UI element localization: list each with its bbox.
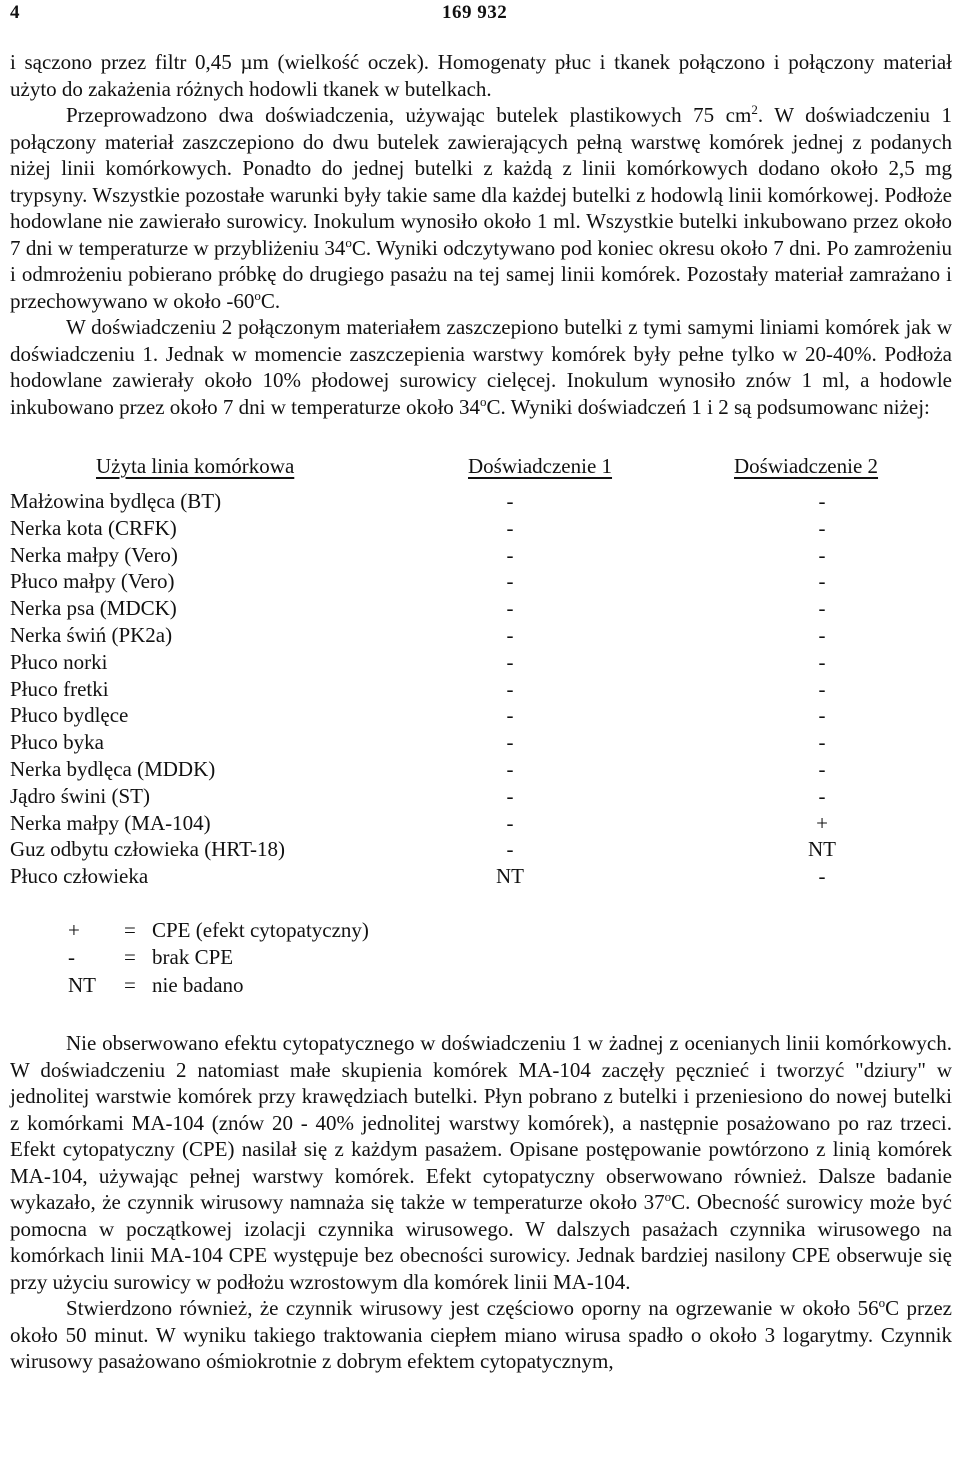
table-row [10, 488, 952, 515]
legend-item [10, 917, 952, 945]
cell-experiment-1: - [506, 730, 514, 755]
cell-cell-line: Płuco bydlęce [10, 703, 129, 728]
cell-experiment-2: - [818, 596, 826, 621]
results-table-header [10, 454, 952, 488]
cell-experiment-1: - [506, 756, 514, 781]
cell-cell-line: Nerka bydlęca (MDDK) [10, 756, 216, 781]
cell-experiment-2: - [818, 542, 826, 567]
legend-item [10, 972, 952, 1000]
header-cell-experiment-1: Doświadczenie 1 [468, 454, 613, 478]
table-row [10, 542, 952, 569]
cell-cell-line: Małżowina bydlęca (BT) [10, 489, 222, 513]
cell-cell-line: Płuco człowieka [10, 864, 149, 889]
cell-experiment-1: NT [496, 864, 524, 889]
cell-cell-line: Nerka psa (MDCK) [10, 596, 177, 621]
legend-description: nie badano [152, 972, 244, 997]
table-row [10, 622, 952, 649]
cell-experiment-1: - [506, 676, 514, 701]
table-row [10, 863, 952, 890]
legend-description: CPE (efekt cytopatyczny) [152, 917, 369, 942]
page-header [10, 0, 952, 30]
header-cell-line: Użyta linia komórkowa [96, 454, 295, 478]
page-number: 4 [10, 2, 20, 23]
legend-equals: = [124, 917, 136, 942]
cell-experiment-2: - [818, 515, 826, 540]
table-row [10, 515, 952, 542]
cell-experiment-2: - [818, 649, 826, 674]
table-row [10, 783, 952, 810]
patent-number: 169 932 [442, 2, 508, 23]
table-row [10, 676, 952, 703]
legend-description: brak CPE [152, 945, 234, 970]
cell-experiment-1: - [506, 515, 514, 540]
cell-experiment-2: - [818, 730, 826, 755]
results-table-body [10, 488, 952, 890]
cell-experiment-1: - [506, 596, 514, 621]
paragraph-observations: Nie obserwowano efektu cytopatycznego w doświadczeniu 1 w żadnej z ocenianych linii komórkowych. W doświadczeniu 2 natomiast małe skupienia komórek MA-104 zaczęły pęcznieć i tworzyć "dziury" w jednolitej warstwie komórek przy krawędziach butelki. Płyn pobrano z butelki i przeniesiono do nowej butelki z komórkami MA-104 (znów 20 - 40% jednolitej warstwy komórek), a następnie posażowano po raz trzeci. Efekt cytopatyczny (CPE) nasilał się z każdym pasażem. Opisane postępowanie powtórzono z linią komórek MA-104, używając pełnej warstwy komórek. Efekt cytopatyczny obserwowano również. Dalsze badanie wykazało, że czynnik wirusowy namnaża się także w temperaturze około 37$^o$C. Obecność surowicy może być pomocna w początkowej izolacji czynnika wirusowego. W dalszych pasażach czynnika wirusowego na komórkach linii MA-104 CPE występuje bez obecności surowicy. Jednak bardziej nasilony CPE obserwuje się przy użyciu surowicy w podłożu wzrostowym dla komórek linii MA-104. [10, 1031, 952, 1294]
cell-experiment-2: + [816, 810, 828, 835]
cell-cell-line: Płuco byka [10, 730, 104, 755]
cell-experiment-2: NT [808, 837, 836, 862]
legend-equals: = [124, 945, 136, 970]
cell-cell-line: Płuco norki [10, 649, 108, 674]
table-row [10, 568, 952, 595]
table-row [10, 756, 952, 783]
header-cell-experiment-2: Doświadczenie 2 [734, 454, 879, 478]
cell-experiment-1: - [506, 783, 514, 808]
cell-experiment-1: - [506, 810, 514, 835]
document-page [10, 0, 952, 1375]
cell-experiment-2: - [818, 783, 826, 808]
cell-cell-line: Nerka świń (PK2a) [10, 622, 173, 647]
cell-experiment-2: - [818, 676, 826, 701]
table-row [10, 729, 952, 756]
legend-item [10, 944, 952, 972]
cell-experiment-1: - [506, 542, 514, 567]
legend-symbol: NT [68, 972, 96, 997]
paragraph-experiment-2: W doświadczeniu 2 połączonym materiałem zaszczepiono butelki z tymi samymi liniami komórek jak w doświadczeniu 1. Jednak w momencie zaszczepienia warstwy komórek były pełne tylko w 20-40%. Podłoża hodowlane zawierały około 10% płodowej surowicy cielęcej. Inokulum wynosiło znów 1 ml, a hodowle inkubowano przez około 7 dni w temperaturze około 34$^o$C. Wyniki doświadczeń 1 i 2 są podsumowanc niżej: [10, 315, 952, 419]
cell-cell-line: Jądro świni (ST) [10, 783, 150, 808]
cell-experiment-1: - [506, 622, 514, 647]
cell-cell-line: Nerka kota (CRFK) [10, 515, 177, 540]
cell-experiment-1: - [506, 569, 514, 594]
cell-experiment-2: - [818, 756, 826, 781]
cell-cell-line: Nerka małpy (Vero) [10, 542, 178, 567]
table-row [10, 810, 952, 837]
paragraph-experiment-1: Przeprowadzono dwa doświadczenia, używając butelek plastikowych 75 $cm^2$. W doświadczeniu 1 połączony materiał zaszczepiono do dwu butelek zawierających pełną warstwę komórek jednej z podanych niżej linii komórkowych. Ponadto do jednej butelki z każdą z linii komórkowych dodano około 2,5 mg trypsyny. Wszystkie pozostałe warunki były takie same dla każdej butelki z hodowlą linii komórkowej. Podłoże hodowlane nie zawierało surowicy. Inokulum wynosiło około 1 ml. Wszystkie butelki inkubowano przez około 7 dni w temperaturze w przybliżeniu 34$^o$C. Wyniki odczytywano pod koniec okresu około 7 dni. Po zamrożeniu i odmrożeniu pobierano próbkę do drugiego pasażu na tej samej linii komórek. Pozostały materiał zamrażano i przechowywano w około -60$^o$C. [10, 102, 952, 313]
table-row [10, 595, 952, 622]
cell-experiment-2: - [818, 622, 826, 647]
cell-experiment-2: - [818, 703, 826, 728]
legend-equals: = [124, 972, 136, 997]
cell-experiment-2: - [818, 864, 826, 889]
cell-cell-line: Płuco fretki [10, 676, 109, 701]
cell-experiment-1: - [506, 837, 514, 862]
results-table [10, 454, 952, 890]
paragraph-heat-resistance: Stwierdzono również, że czynnik wirusowy jest częściowo oporny na ogrzewanie w około 56$^o$C przez około 50 minut. W wyniku takiego traktowania ciepłem miano wirusa spadło o około 3 logarytmy. Czynnik wirusowy pasażowano ośmiokrotnie z dobrym efektem cytopatycznym, [10, 1295, 952, 1374]
cell-experiment-1: - [506, 703, 514, 728]
cell-experiment-2: - [818, 489, 826, 513]
table-row [10, 836, 952, 863]
cell-cell-line: Płuco małpy (Vero) [10, 569, 175, 594]
legend-symbol: - [68, 945, 75, 970]
legend-symbol: + [68, 917, 80, 942]
cell-cell-line: Nerka małpy (MA-104) [10, 810, 211, 835]
cell-experiment-1: - [506, 489, 514, 513]
table-row [10, 649, 952, 676]
cell-experiment-2: - [818, 569, 826, 594]
legend [10, 917, 952, 1000]
table-row [10, 702, 952, 729]
cell-cell-line: Guz odbytu człowieka (HRT-18) [10, 837, 285, 862]
cell-experiment-1: - [506, 649, 514, 674]
paragraph-filtration: i sączono przez filtr 0,45 µm (wielkość oczek). Homogenaty płuc i tkanek połączono i połączony materiał użyto do zakażenia różnych hodowli tkanek w butelkach. [10, 50, 952, 101]
